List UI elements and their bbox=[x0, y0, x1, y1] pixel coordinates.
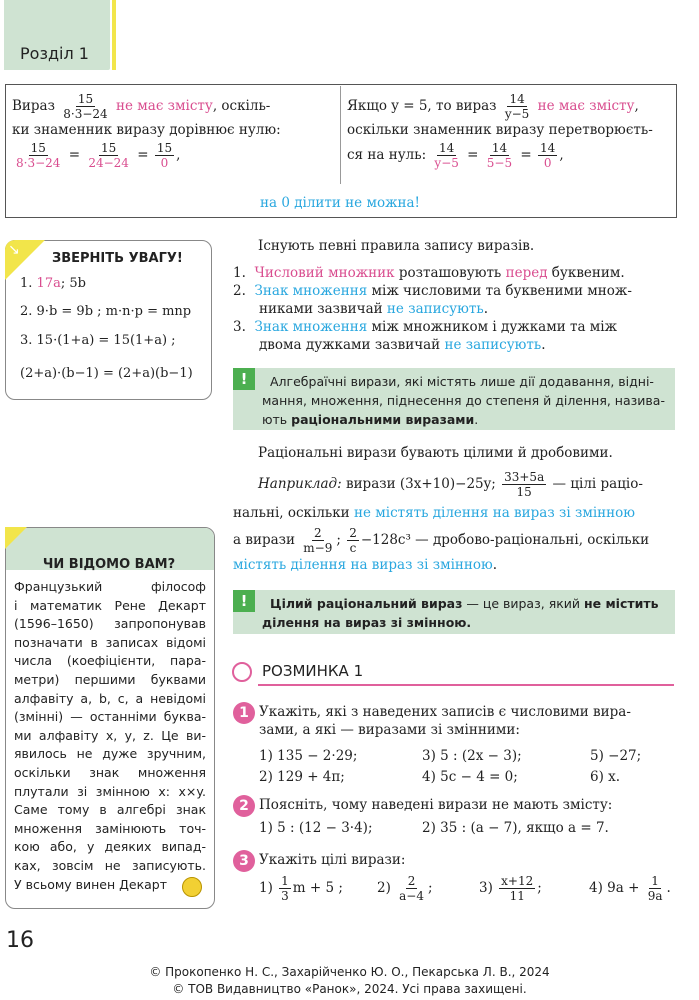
did-you-know-line: ми алфавіту x, y, z. Це ви- bbox=[14, 727, 206, 743]
smiley-icon bbox=[182, 877, 202, 897]
attention-line4: (2+a)·(b−1) = (2+a)(b−1) bbox=[20, 366, 193, 381]
left-equation: $\frac{15}{8\cdot 3-24}$ = $\frac{15}{24-24}$ = $\frac{15}{0}$ , bbox=[16, 141, 181, 170]
left-no-meaning: не має змісту bbox=[116, 98, 213, 114]
rational-line4: а вирази $\frac{2}{m-9}$ ; $\frac{2}{c}$ −128c³ — дробово-раціональні, оскільки bbox=[233, 526, 650, 555]
did-you-know-line: Саме тому в алгебрі знак bbox=[14, 802, 206, 818]
exclamation-icon-2: ! bbox=[233, 590, 255, 612]
exercise-2-text: Поясніть, чому наведені вирази не мають змісту: bbox=[259, 797, 613, 813]
rational-line1: Раціональні вирази бувають цілими й дробовими. bbox=[258, 445, 613, 461]
did-you-know-line: кою або, у деяких випад- bbox=[14, 839, 206, 855]
right-no-meaning: не має змісту bbox=[537, 98, 635, 114]
right-line2: оскільки знаменник виразу перетворюєть- bbox=[347, 122, 653, 138]
did-you-know-line: (змінні) — останніми буква- bbox=[14, 709, 206, 725]
rational-example: Наприклад: вирази (3x+10)−25y; $\frac{33+5a}{15}$ — цілі раціо- bbox=[258, 470, 643, 499]
did-you-know-line: явилось не дуже зручним, bbox=[14, 746, 206, 762]
exercise-2-options: 1) 5 : (12 − 3·4); 2) 35 : (a − 7), якщо a = 7. bbox=[259, 820, 609, 836]
attention-line3: 3. 15·(1+a) = 15(1+a) ; bbox=[20, 333, 176, 348]
did-you-know-line: ках, зовсім не записують. bbox=[14, 857, 206, 873]
did-you-know-line: і математик Рене Декарт bbox=[14, 597, 206, 613]
right-equation: ся на нуль: $\frac{14}{y-5}$ = $\frac{14}{5-5}$ = $\frac{14}{0}$ , bbox=[347, 141, 564, 170]
warmup-rule bbox=[258, 684, 674, 686]
did-you-know-line: метри) першими буквами bbox=[14, 671, 206, 687]
did-you-know-line: плутали зі змінною x: x×y. bbox=[14, 783, 206, 799]
section-tab-accent bbox=[112, 0, 116, 70]
exercise-1-number: 1 bbox=[233, 702, 255, 724]
left-intro: Вираз bbox=[12, 98, 55, 114]
attention-line1: 1. 17a; 5b bbox=[20, 276, 86, 291]
section-label: Розділ 1 bbox=[20, 44, 89, 63]
exercise-3-number: 3 bbox=[233, 850, 255, 872]
did-you-know-corner bbox=[5, 527, 27, 549]
gear-icon bbox=[232, 662, 252, 682]
did-you-know-line: (1596–1650) запропонував bbox=[14, 616, 206, 632]
did-you-know-line: позначати в записах відомі bbox=[14, 634, 206, 650]
did-you-know-line: Французький філософ bbox=[14, 579, 206, 594]
footer-line2: © ТОВ Видавництво «Ранок», 2024. Усі права захищені. bbox=[172, 982, 527, 996]
example-left: Вираз $\frac{15}{8\cdot 3-24}$ не має змісту, оскіль- ки знаменник виразу дорівнює нулю: $\frac{15}{8\cdot 3-24}$ = $\frac{15}{24-24}$ = $\frac{15}{0}$ , bbox=[12, 92, 337, 170]
rules-intro: Існують певні правила запису виразів. bbox=[258, 238, 535, 254]
warmup-title: РОЗМИНКА 1 bbox=[262, 662, 364, 680]
attention-title: ЗВЕРНІТЬ УВАГУ! bbox=[52, 251, 183, 266]
attention-line2: 2. 9·b = 9b ; m·n·p = mnp bbox=[20, 304, 192, 319]
did-you-know-line: оскільки знак множення bbox=[14, 764, 206, 780]
footer bbox=[0, 964, 699, 998]
example-right: Якщо y = 5, то вираз $\frac{14}{y-5}$ не має змісту, оскільки знаменник виразу перетворюєть- ся на нуль: $\frac{14}{y-5}$ = $\frac{14}{5-5}$ = $\frac{14}{0}$ , bbox=[347, 92, 672, 170]
exclamation-icon: ! bbox=[233, 368, 255, 390]
example-box-divider bbox=[340, 86, 341, 184]
did-you-know-line: У всьому винен Декарт bbox=[14, 876, 168, 892]
right-fraction: $\frac{14}{y-5}$ bbox=[504, 92, 530, 121]
rational-line3: нальні, оскільки не містять ділення на вираз зі змінною bbox=[233, 505, 636, 521]
exercise-3-text: Укажіть цілі вирази: bbox=[259, 852, 406, 868]
footer-line1: © Прокопенко Н. С., Захарійченко Ю. О., Пекарська Л. В., 2024 bbox=[149, 965, 550, 979]
did-you-know-line: множення замінюють точ- bbox=[14, 820, 206, 836]
exercise-1-text: Укажіть, які з наведених записів є числовими вира- зами, а які — виразами зі змінними: bbox=[259, 704, 631, 738]
exercise-3-options: 1) $\frac{1}{3}$ m + 5 ; 2) $\frac{2}{a-4}$ ; 3) $\frac{x+12}{11}$ ; 4) 9a + $\frac{1}{9a}$ . bbox=[259, 874, 671, 903]
did-you-know-title: ЧИ ВІДОМО ВАМ? bbox=[42, 557, 176, 572]
did-you-know-line: числа (коефіцієнти, пара- bbox=[14, 653, 206, 669]
exercise-2-number: 2 bbox=[233, 795, 255, 817]
note-integer-text: Цілий раціональний вираз — це вираз, який не містить ділення на вираз зі змінною. bbox=[262, 596, 659, 630]
rational-line5: містять ділення на вираз зі змінною. bbox=[233, 557, 498, 573]
rules-list: 1. Числовий множник розташовують перед буквеним. 2. Знак множення між числовими та буквеними множ- никами зазвичай не записують. 3. Знак множення між множником і дужками та між двома дужками зазвичай не записують. bbox=[233, 265, 632, 353]
did-you-know-line: алфавіту a, b, c, а невідомі bbox=[14, 690, 206, 706]
note-rational-text: Алгебраїчні вирази, які містять лише дії додавання, відні- мання, множення, піднесення до степеня й ділення, назива- ють раціональними виразами. bbox=[262, 374, 665, 427]
left-line2: ки знаменник виразу дорівнює нулю: bbox=[12, 122, 281, 138]
example-conclusion: на 0 ділити не можна! bbox=[260, 195, 420, 211]
arrow-icon: ↘ bbox=[8, 242, 20, 258]
did-you-know-text bbox=[14, 578, 206, 894]
page-number: 16 bbox=[6, 928, 34, 953]
exercise-1-options: 1) 135 − 2·29; 3) 5 : (2x − 3); 5) −27; 2) 129 + 4π; 4) 5c − 4 = 0; 6) x. bbox=[259, 748, 642, 785]
left-fraction: $\frac{15}{8\cdot 3-24}$ bbox=[63, 92, 108, 121]
